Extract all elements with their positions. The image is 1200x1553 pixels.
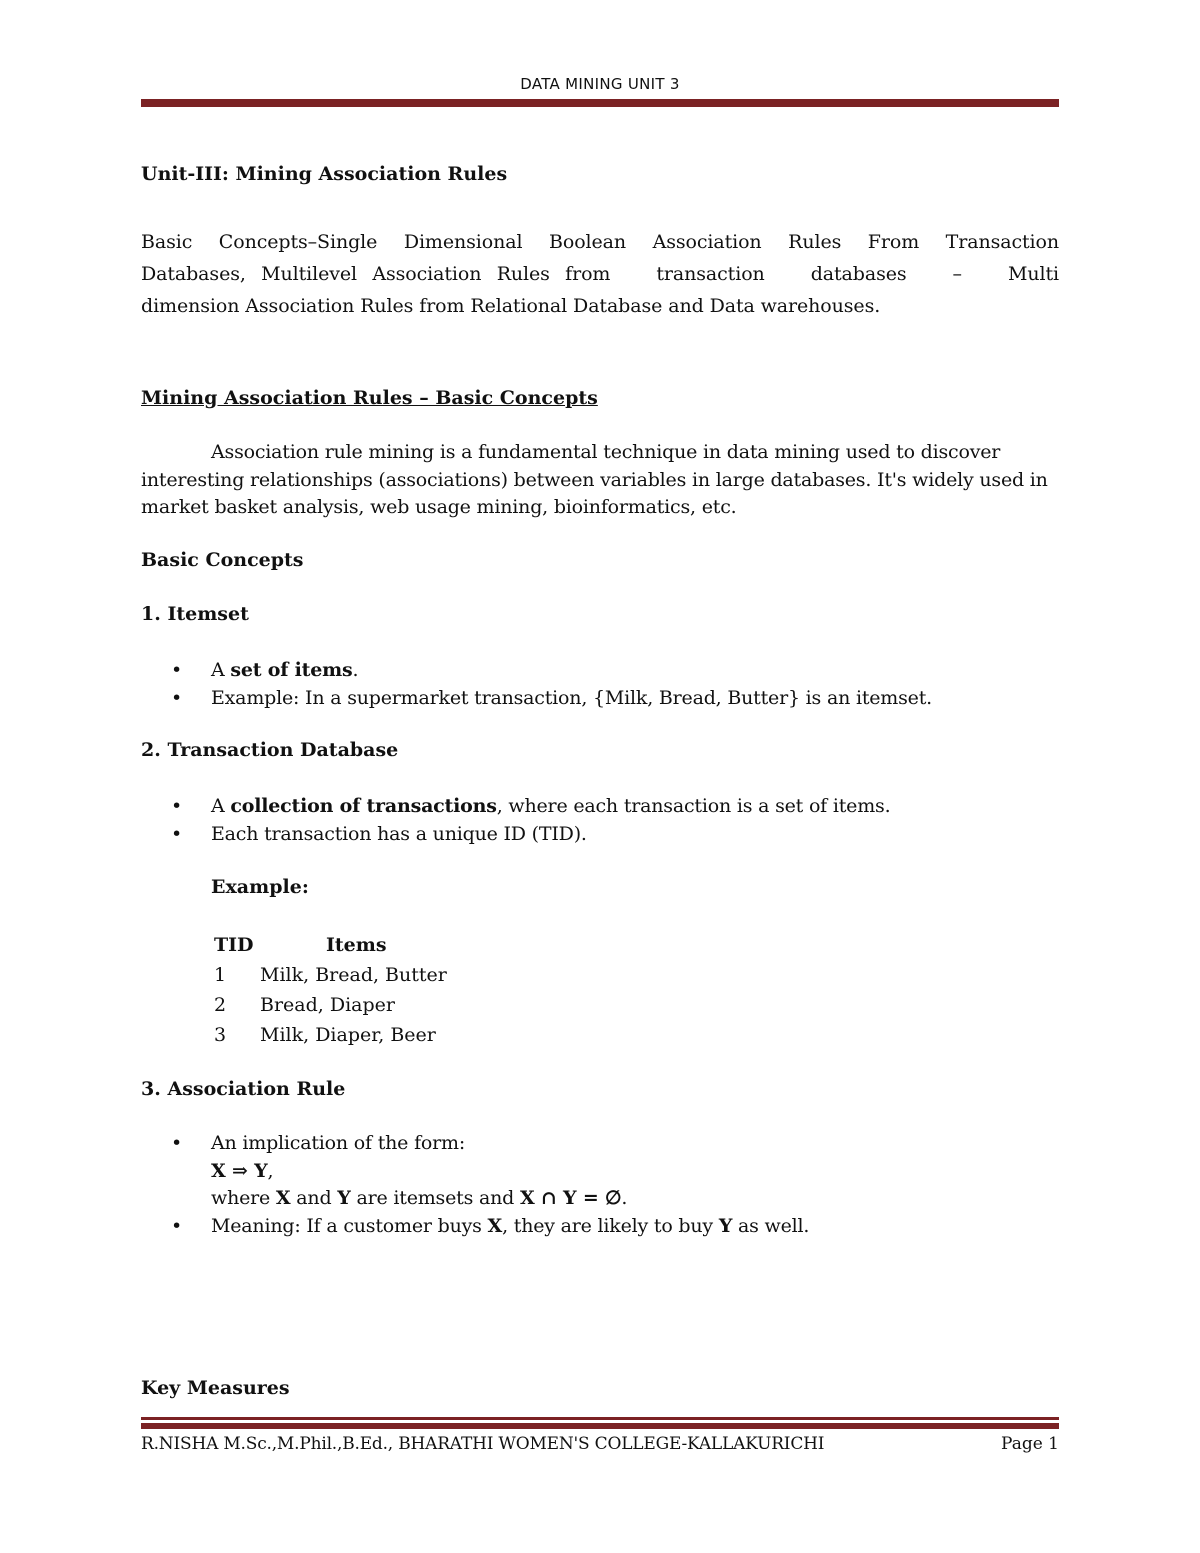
itemset-heading: 1. Itemset [141, 603, 249, 625]
section-heading: Mining Association Rules – Basic Concepts [141, 387, 598, 409]
transaction-db-heading: 2. Transaction Database [141, 739, 399, 761]
transaction-db-bullets [141, 793, 890, 848]
running-header: DATA MINING UNIT 3 [520, 75, 680, 93]
association-rule-heading: 3. Association Rule [141, 1078, 346, 1100]
footer-rule-thin [141, 1417, 1059, 1420]
header-rule [141, 99, 1059, 107]
bullet-icon: • [171, 686, 183, 709]
footer-rule-thick [141, 1423, 1059, 1429]
syllabus-line-3: dimension Association Rules from Relational Database and Data warehouses. [141, 295, 881, 317]
table-header [214, 930, 447, 960]
transaction-table [214, 930, 447, 1050]
list-item: • Example: In a supermarket transaction, {Milk, Bread, Butter} is an itemset. [141, 685, 932, 713]
syllabus-line-1: Basic Concepts–Single Dimensional Boolean Association Rules From Transaction [141, 231, 1059, 253]
intro-paragraph: Association rule mining is a fundamental technique in data mining used to discover interesting relationships (associations) between variables in large databases. It's widely used in market basket analysis, web usage mining, bioinformatics, etc. [141, 441, 1048, 518]
column-header-tid: TID [214, 934, 254, 956]
bullet-icon: • [171, 1132, 183, 1154]
list-item: • Meaning: If a customer buys X, they are likely to buy Y as well. [141, 1213, 809, 1241]
bullet-icon: • [171, 795, 183, 817]
table-row: 2 Bread, Diaper [214, 994, 395, 1016]
list-item: • Each transaction has a unique ID (TID). [141, 821, 890, 849]
basic-concepts-heading: Basic Concepts [141, 549, 304, 571]
column-header-items: Items [326, 934, 387, 956]
page-number: Page 1 [1001, 1434, 1059, 1454]
table-row: 1 Milk, Bread, Butter [214, 964, 447, 986]
association-rule-bullets [141, 1130, 809, 1240]
unit-syllabus [141, 226, 1059, 322]
footer-author: R.NISHA M.Sc.,M.Phil.,B.Ed., BHARATHI WOMEN'S COLLEGE-KALLAKURICHI [141, 1434, 825, 1454]
bullet-icon: • [171, 659, 183, 681]
bullet-icon: • [171, 822, 183, 845]
example-label: Example: [211, 876, 309, 898]
list-item: • A collection of transactions, where each transaction is a set of items. [141, 793, 890, 821]
rule-formula: X ⇒ Y, [211, 1159, 274, 1182]
syllabus-line-2: Databases, Multilevel Association Rules from transaction databases – Multi [141, 263, 1059, 285]
bullet-icon: • [171, 1214, 183, 1237]
itemset-bullets [141, 657, 932, 712]
list-item: • An implication of the form: X ⇒ Y, where X and Y are itemsets and X ∩ Y = ∅. [141, 1130, 809, 1213]
unit-title: Unit-III: Mining Association Rules [141, 163, 508, 185]
key-measures-heading: Key Measures [141, 1377, 290, 1399]
list-item: • A set of items. [141, 657, 932, 685]
table-row: 3 Milk, Diaper, Beer [214, 1024, 436, 1046]
